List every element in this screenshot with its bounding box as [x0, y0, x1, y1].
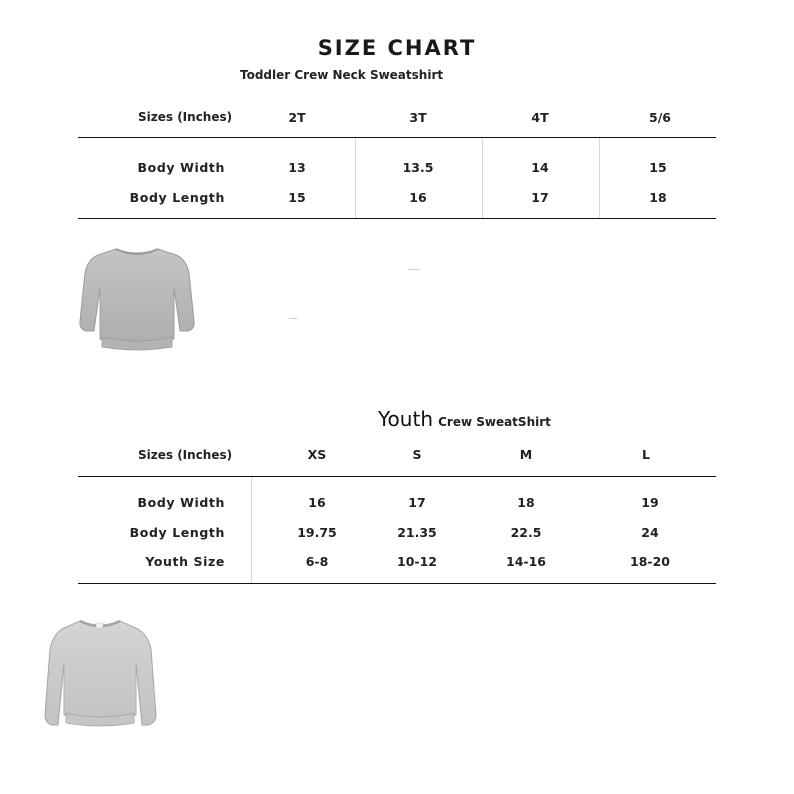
- toddler-sweatshirt-image: [76, 243, 198, 355]
- toddler-size-4t: 4T: [531, 110, 549, 125]
- youth-title-small: Crew SweatShirt: [438, 415, 551, 429]
- youth-size-l: L: [642, 447, 650, 462]
- youth-cell: 18-20: [630, 554, 670, 569]
- toddler-header-label: Sizes (Inches): [138, 110, 233, 124]
- youth-title: [378, 407, 551, 431]
- youth-cell: 21.35: [397, 525, 437, 540]
- toddler-cell: 15: [649, 160, 667, 175]
- toddler-cell: 13: [288, 160, 306, 175]
- youth-cell: 14-16: [506, 554, 546, 569]
- youth-cell: 10-12: [397, 554, 437, 569]
- toddler-cell: 15: [288, 190, 306, 205]
- toddler-size-2t: 2T: [288, 110, 306, 125]
- youth-cell: 18: [517, 495, 535, 510]
- youth-cell: 19: [641, 495, 659, 510]
- toddler-size-5-6: 5/6: [649, 110, 671, 125]
- youth-header-label: Sizes (Inches): [138, 448, 233, 462]
- youth-row-label-body-length: Body Length: [129, 525, 225, 540]
- youth-top-rule: [78, 476, 716, 477]
- toddler-top-rule: [78, 137, 716, 138]
- youth-size-xs: XS: [307, 447, 327, 462]
- chart-title: SIZE CHART: [317, 36, 477, 60]
- toddler-size-3t: 3T: [409, 110, 427, 125]
- toddler-subtitle: Toddler Crew Neck Sweatshirt: [240, 68, 444, 82]
- youth-bottom-rule: [78, 583, 716, 584]
- toddler-row-label-body-width: Body Width: [137, 160, 225, 175]
- youth-col-divider: [251, 477, 252, 583]
- toddler-cell: 18: [649, 190, 667, 205]
- youth-size-m: M: [519, 447, 533, 462]
- speck: [289, 318, 297, 319]
- youth-cell: 24: [641, 525, 659, 540]
- youth-cell: 16: [308, 495, 326, 510]
- toddler-col-divider: [599, 138, 600, 218]
- youth-title-big: Youth: [378, 407, 433, 431]
- toddler-cell: 16: [409, 190, 427, 205]
- toddler-col-divider: [482, 138, 483, 218]
- youth-cell: 6-8: [305, 554, 329, 569]
- toddler-bottom-rule: [78, 218, 716, 219]
- youth-size-s: S: [412, 447, 422, 462]
- youth-cell: 17: [408, 495, 426, 510]
- toddler-col-divider: [355, 138, 356, 218]
- toddler-cell: 14: [531, 160, 549, 175]
- toddler-cell: 13.5: [402, 160, 434, 175]
- youth-cell: 22.5: [510, 525, 542, 540]
- speck: [408, 269, 420, 270]
- youth-row-label-youth-size: Youth Size: [145, 554, 225, 569]
- youth-sweatshirt-image: [42, 615, 160, 733]
- youth-cell: 19.75: [297, 525, 337, 540]
- toddler-row-label-body-length: Body Length: [129, 190, 225, 205]
- toddler-cell: 17: [531, 190, 549, 205]
- youth-row-label-body-width: Body Width: [137, 495, 225, 510]
